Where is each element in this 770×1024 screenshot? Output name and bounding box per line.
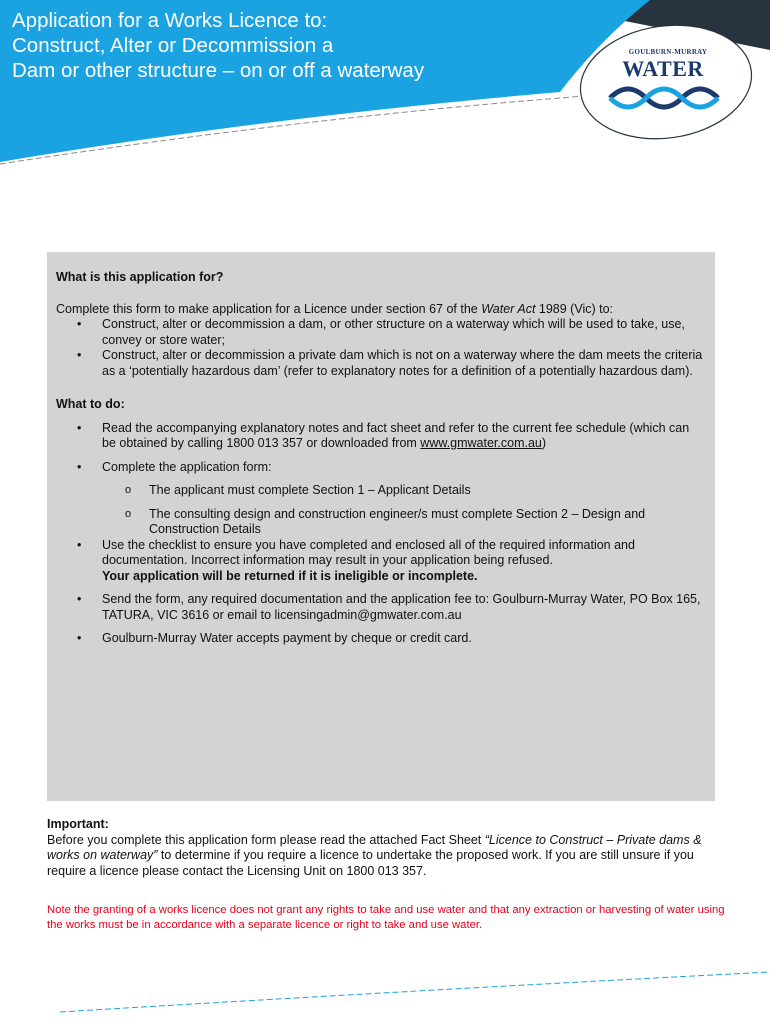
todo-complete-text: Complete the application form: — [102, 459, 272, 474]
title-line-3: Dam or other structure – on or off a waterway — [12, 59, 425, 82]
gmwater-link[interactable]: www.gmwater.com.au — [420, 436, 542, 450]
what-is-heading: What is this application for? — [56, 270, 224, 284]
sub-item-section-2: o The consulting design and construction engineer/s must complete Section 2 – Design and Construction Details — [56, 507, 706, 538]
important-before: Before you complete this application form please read the attached Fact Sheet — [47, 832, 485, 847]
footer-dashed-line — [0, 960, 770, 1024]
instructions-box — [47, 252, 715, 801]
logo-small-text: GOULBURN-MURRAY — [628, 48, 708, 56]
todo-read-after: ) — [541, 436, 547, 450]
todo-item-send: • Send the form, any required documentation and the application fee to: Goulburn-Murray Water, PO Box 165, TATURA, VIC 3616 or email to licensingadmin@gmwater.com.au — [56, 592, 706, 623]
important-text — [47, 833, 727, 880]
important-heading: Important: — [47, 817, 109, 831]
todo-item-payment: • Goulburn-Murray Water accepts payment by cheque or credit card. — [56, 631, 706, 647]
act-name: Water Act — [481, 301, 536, 316]
todo-read-text: Read the accompanying explanatory notes and fact sheet and refer to the current fee schedule (which can be obtained by calling 1800 013 357 or downloaded from — [102, 420, 690, 450]
what-to-do-heading: What to do: — [56, 397, 125, 411]
todo-item-complete — [56, 460, 706, 538]
todo-checklist-warning: Your application will be returned if it is ineligible or incomplete. — [102, 568, 478, 583]
what-is-intro — [56, 302, 706, 318]
what-to-do-list — [56, 421, 706, 647]
fact-sheet-title: “Licence to Construct – Private dams & works on waterway” — [47, 832, 702, 862]
intro-after: 1989 (Vic) to: — [535, 301, 614, 316]
important-section — [47, 817, 727, 879]
todo-checklist-text: Use the checklist to ensure you have completed and enclosed all of the required information and documentation. Incorrect information may result in your application being refused. — [102, 537, 635, 567]
intro-text: Complete this form to make application for a Licence under section 67 of the — [56, 301, 482, 316]
red-note: Note the granting of a works licence does not grant any rights to take and use water and that any extraction or harvesting of water using the works must be in accordance with a separate licence or right to take and use water. — [47, 904, 725, 932]
complete-sublist — [102, 483, 706, 538]
what-is-list — [56, 317, 706, 379]
logo-big-text: WATER — [622, 56, 704, 81]
what-is-item-1: • Construct, alter or decommission a dam, or other structure on a waterway which will be used to take, use, convey or store water; — [56, 317, 706, 348]
gmw-logo — [578, 20, 758, 144]
todo-item-read — [56, 421, 706, 452]
todo-item-checklist — [56, 538, 706, 585]
sub-item-section-1: o The applicant must complete Section 1 – Applicant Details — [56, 483, 706, 499]
page-title — [12, 8, 572, 83]
title-line-1: Application for a Works Licence to: — [12, 9, 328, 32]
title-line-2: Construct, Alter or Decommission a — [12, 34, 334, 57]
important-after: to determine if you require a licence to undertake the proposed work. If you are still unsure if you require a licence please contact the Licensing Unit on 1800 013 357. — [47, 848, 694, 878]
what-is-item-2: • Construct, alter or decommission a private dam which is not on a waterway where the dam meets the criteria as a ‘potentially hazardous dam’ (refer to explanatory notes for a definition of a potentially hazardous dam). — [56, 348, 706, 379]
